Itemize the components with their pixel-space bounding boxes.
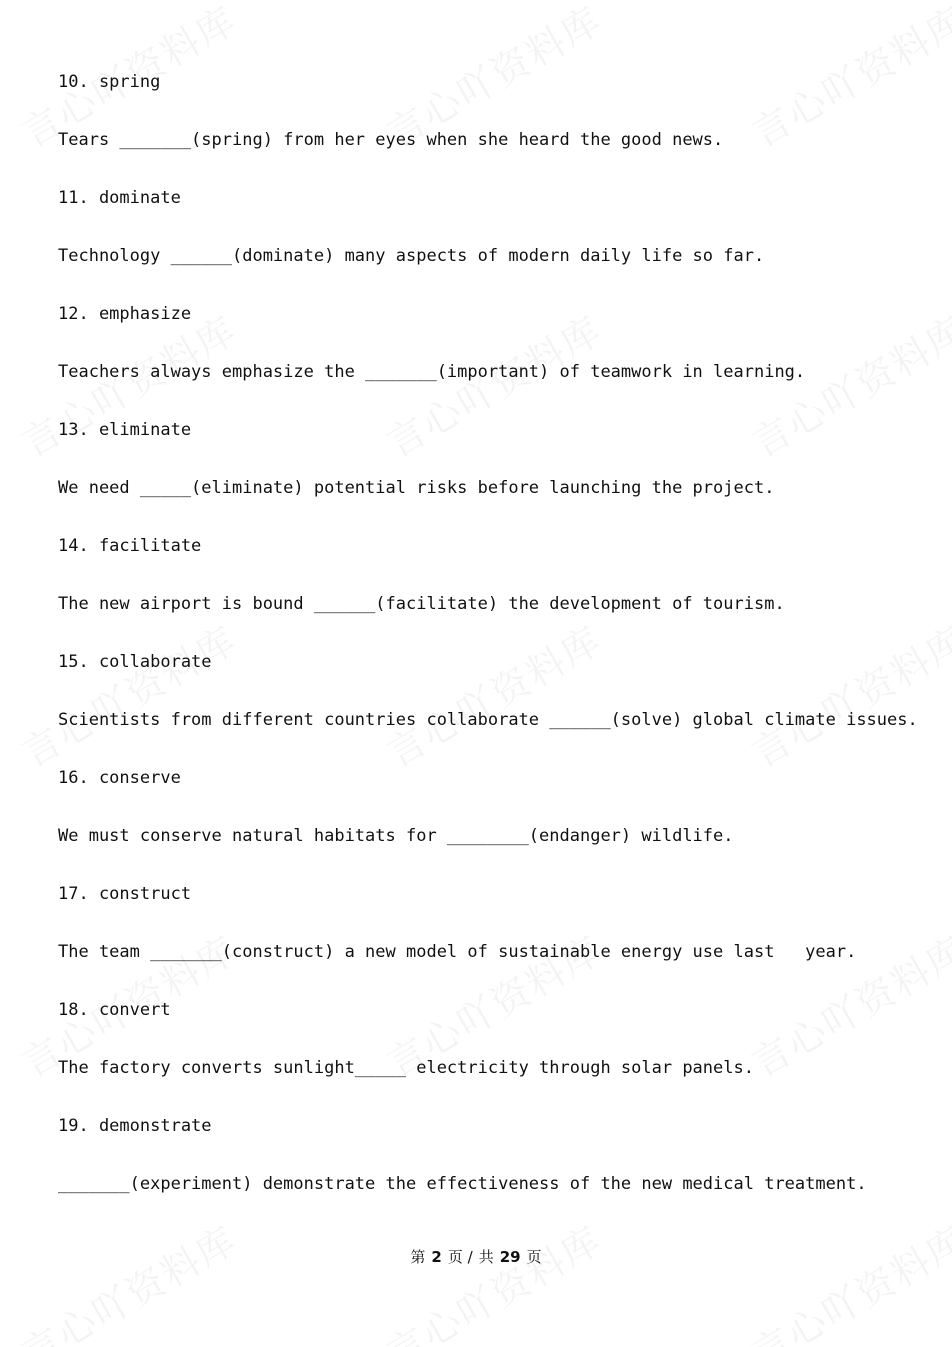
item-heading: 18. convert bbox=[58, 1000, 171, 1020]
item-sentence: We must conserve natural habitats for ________(endanger) wildlife. bbox=[58, 826, 734, 846]
item-heading: 14. facilitate bbox=[58, 536, 202, 556]
item-sentence: We need _____(eliminate) potential risks before launching the project. bbox=[58, 478, 775, 498]
item-heading: 10. spring bbox=[58, 72, 161, 92]
item-sentence: The factory converts sunlight_____ electricity through solar panels. bbox=[58, 1058, 754, 1078]
item-sentence: Technology ______(dominate) many aspects of modern daily life so far. bbox=[58, 246, 765, 266]
total-page-number: 29 bbox=[499, 1248, 521, 1266]
footer-total-prefix: 共 bbox=[478, 1248, 494, 1266]
item-heading: 15. collaborate bbox=[58, 652, 212, 672]
page-footer bbox=[0, 1246, 952, 1267]
item-heading: 13. eliminate bbox=[58, 420, 192, 440]
footer-mid: 页 / bbox=[447, 1248, 473, 1266]
item-sentence: Scientists from different countries collaborate ______(solve) global climate issues. bbox=[58, 710, 918, 730]
item-heading: 17. construct bbox=[58, 884, 192, 904]
item-heading: 16. conserve bbox=[58, 768, 181, 788]
watermark-text bbox=[375, 610, 610, 778]
item-heading: 19. demonstrate bbox=[58, 1116, 212, 1136]
item-sentence: Tears _______(spring) from her eyes when she heard the good news. bbox=[58, 130, 724, 150]
watermark-text bbox=[740, 300, 952, 468]
watermark-text bbox=[740, 610, 952, 778]
watermark-text bbox=[740, 0, 952, 158]
watermark-text bbox=[375, 1210, 610, 1347]
item-sentence: _______(experiment) demonstrate the effectiveness of the new medical treatment. bbox=[58, 1174, 867, 1194]
watermark-text bbox=[10, 300, 245, 468]
item-sentence: Teachers always emphasize the _______(important) of teamwork in learning. bbox=[58, 362, 806, 382]
item-sentence: The team _______(construct) a new model of sustainable energy use last year. bbox=[58, 942, 857, 962]
watermark-text bbox=[740, 1210, 952, 1347]
item-sentence: The new airport is bound ______(facilitate) the development of tourism. bbox=[58, 594, 785, 614]
footer-prefix: 第 bbox=[410, 1248, 426, 1266]
watermark-text bbox=[10, 1210, 245, 1347]
item-heading: 12. emphasize bbox=[58, 304, 192, 324]
footer-suffix: 页 bbox=[526, 1248, 542, 1266]
item-heading: 11. dominate bbox=[58, 188, 181, 208]
watermark-text bbox=[375, 300, 610, 468]
watermark-text bbox=[10, 610, 245, 778]
current-page-number: 2 bbox=[431, 1248, 442, 1266]
